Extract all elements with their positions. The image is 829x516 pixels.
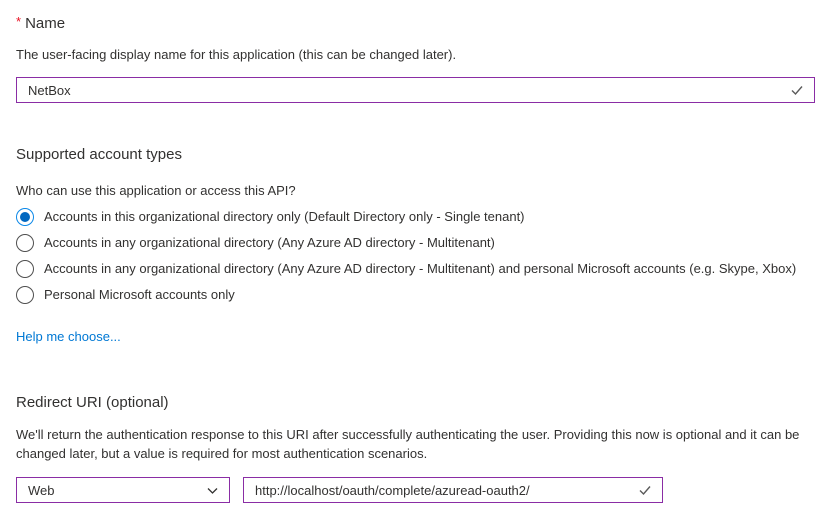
name-section-heading bbox=[16, 12, 815, 34]
radio-option-multitenant-personal[interactable] bbox=[16, 256, 815, 282]
redirect-uri-controls bbox=[16, 477, 815, 503]
redirect-uri-input[interactable] bbox=[244, 478, 638, 502]
radio-button-icon bbox=[16, 234, 34, 252]
radio-button-icon bbox=[16, 208, 34, 226]
redirect-uri-input-container bbox=[243, 477, 663, 503]
radio-option-label: Accounts in this organizational directory only (Default Directory only - Single tenant) bbox=[44, 209, 525, 224]
redirect-uri-description: We'll return the authentication response to this URI after successfully authenticating the user. Providing this now is optional and it can be changed later, but a value is required for most authentication scenarios. bbox=[16, 427, 800, 461]
radio-option-multitenant[interactable] bbox=[16, 230, 815, 256]
platform-select[interactable] bbox=[16, 477, 230, 503]
name-input-container bbox=[16, 77, 815, 103]
chevron-down-icon bbox=[206, 484, 219, 497]
radio-option-personal-only[interactable] bbox=[16, 282, 815, 308]
platform-select-value: Web bbox=[28, 482, 55, 498]
radio-option-label: Personal Microsoft accounts only bbox=[44, 287, 235, 302]
account-types-question: Who can use this application or access this API? bbox=[16, 183, 296, 198]
radio-option-label: Accounts in any organizational directory (Any Azure AD directory - Multitenant) and personal Microsoft accounts (e.g. Skype, Xbox) bbox=[44, 261, 797, 276]
name-input[interactable] bbox=[17, 78, 790, 102]
name-description: The user-facing display name for this application (this can be changed later). bbox=[16, 47, 457, 62]
checkmark-icon bbox=[638, 483, 662, 497]
redirect-uri-heading: Redirect URI (optional) bbox=[16, 394, 169, 411]
radio-option-label: Accounts in any organizational directory (Any Azure AD directory - Multitenant) bbox=[44, 235, 495, 250]
account-types-radio-group bbox=[16, 204, 815, 308]
name-label: Name bbox=[25, 15, 66, 32]
checkmark-icon bbox=[790, 83, 814, 97]
radio-button-icon bbox=[16, 260, 34, 278]
radio-button-icon bbox=[16, 286, 34, 304]
radio-option-single-tenant[interactable] bbox=[16, 204, 815, 230]
account-types-heading: Supported account types bbox=[16, 146, 182, 163]
help-me-choose-link[interactable]: Help me choose... bbox=[16, 329, 121, 344]
required-asterisk: * bbox=[16, 14, 22, 29]
